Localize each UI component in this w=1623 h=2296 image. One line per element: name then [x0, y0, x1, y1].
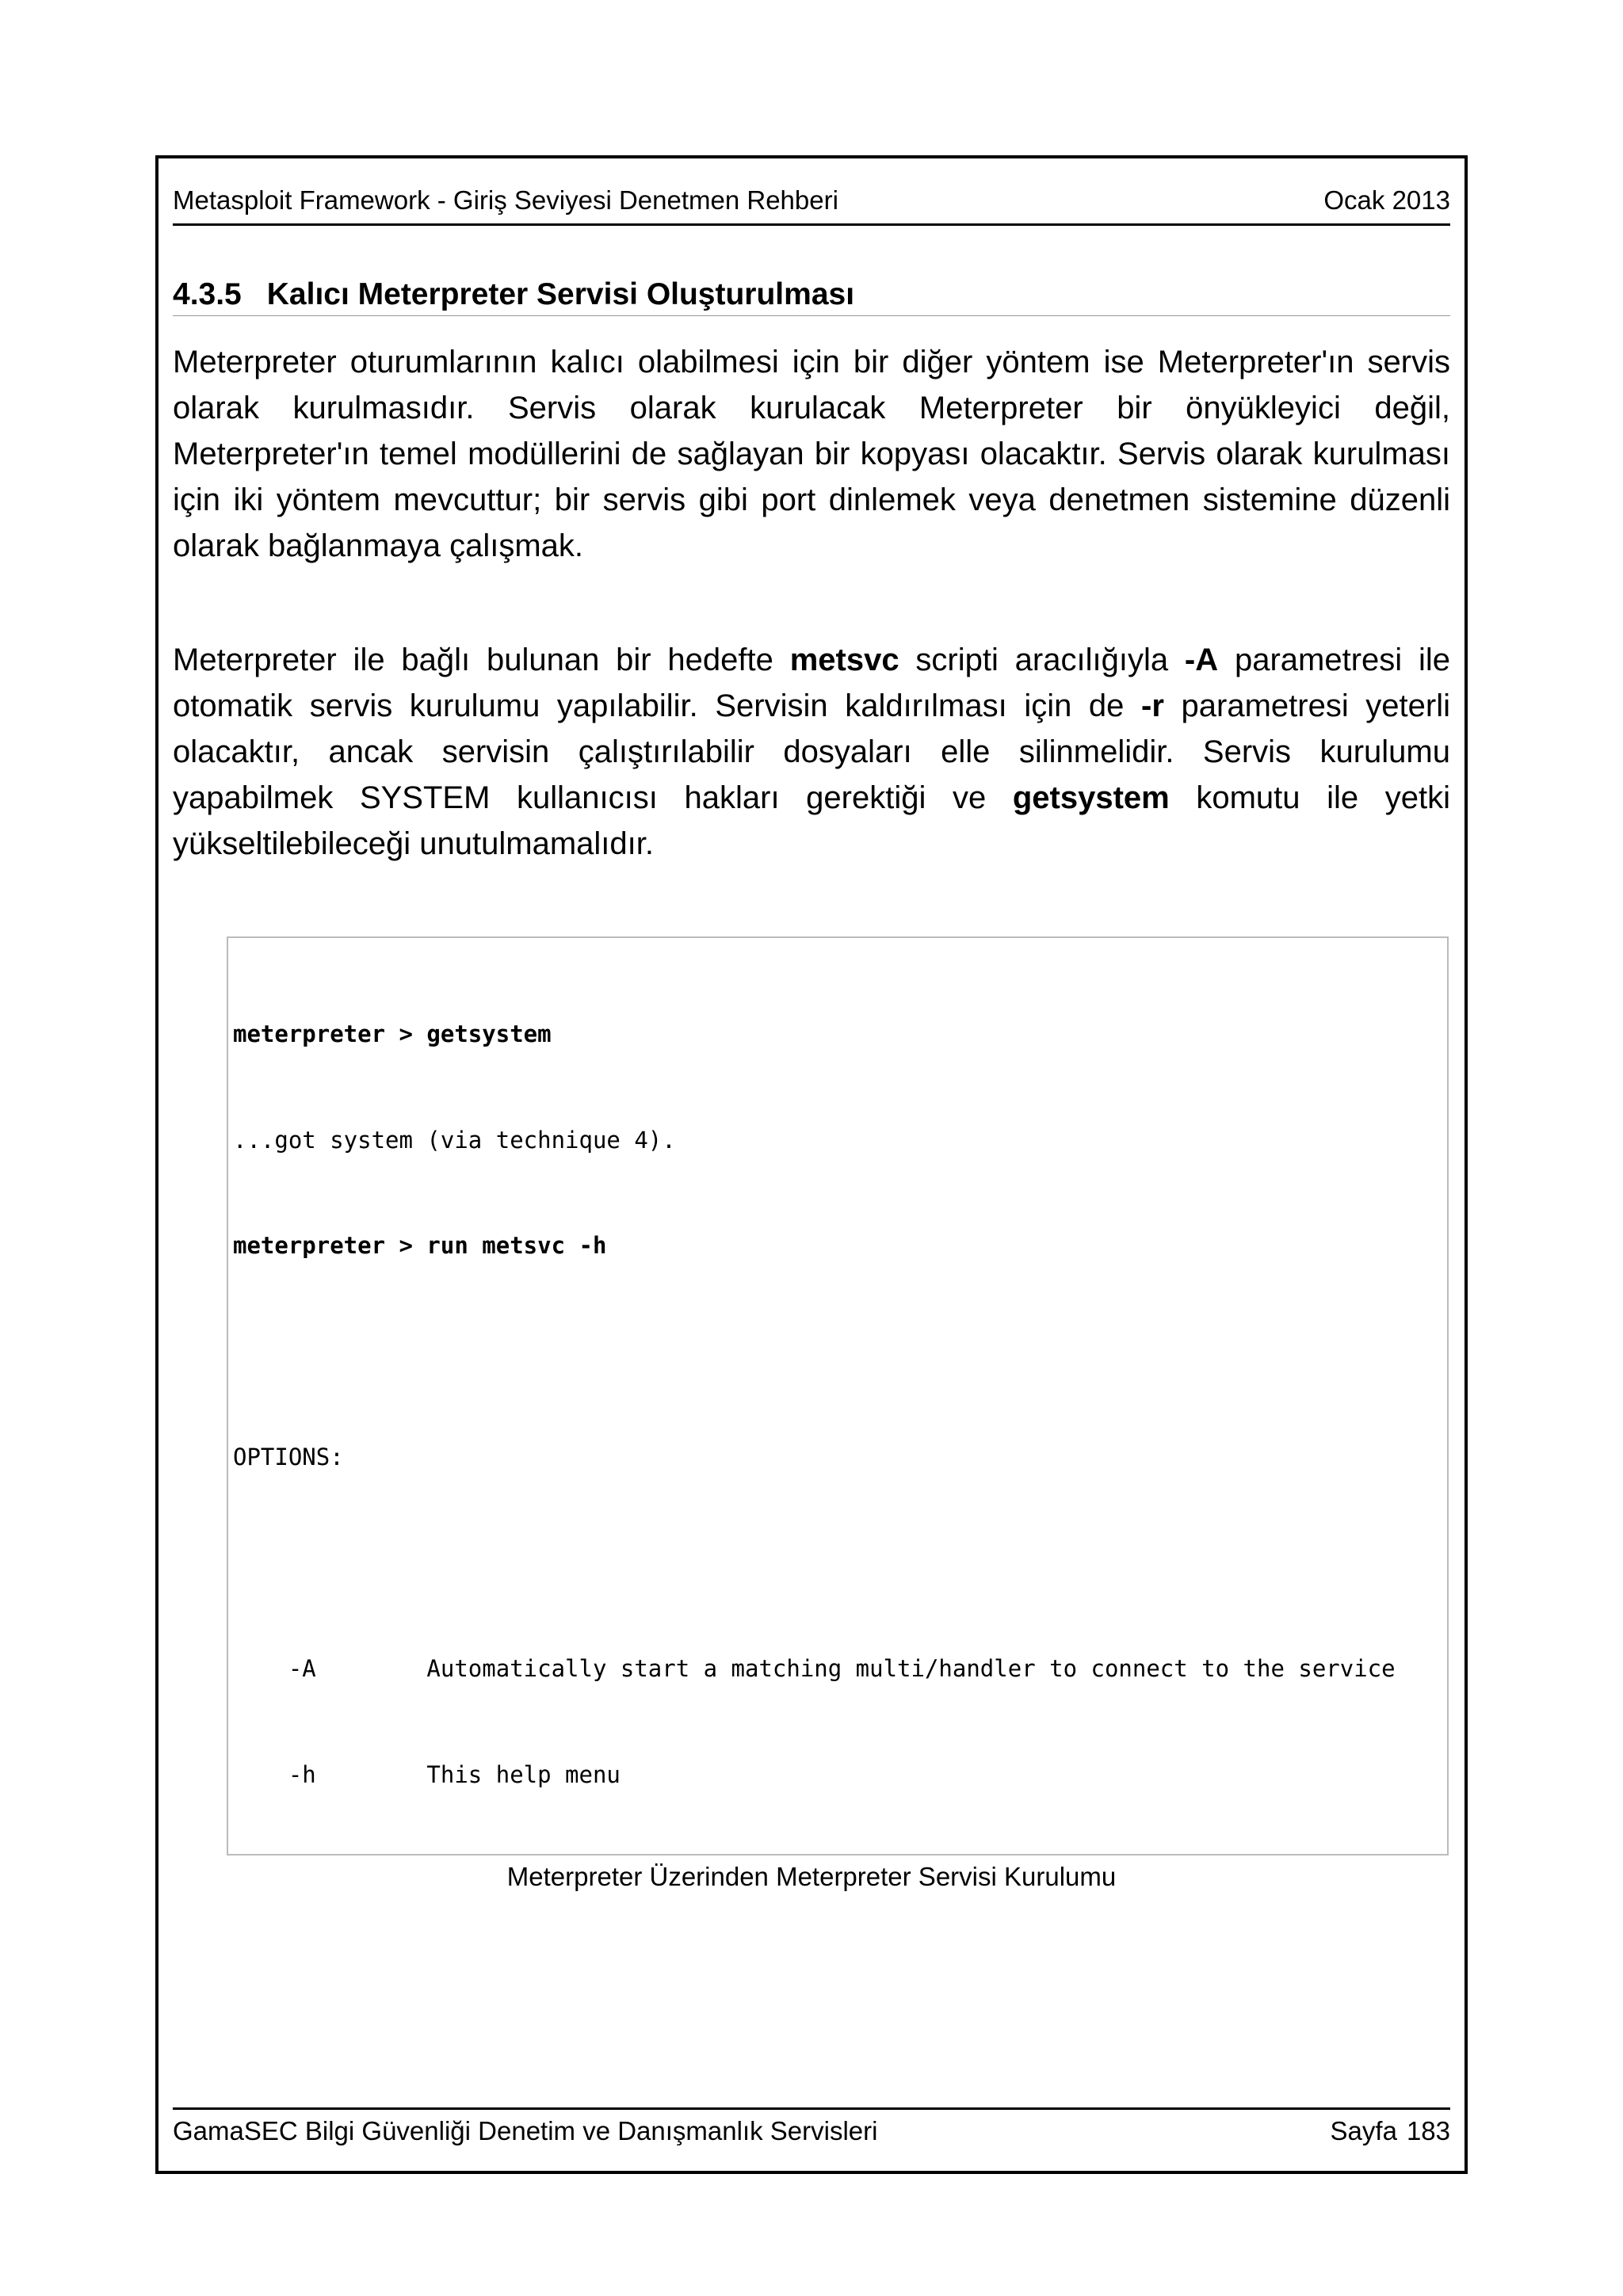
bold-term-metsvc: metsvc	[789, 643, 899, 677]
code-line-command: meterpreter > run metsvc -h	[233, 1232, 607, 1259]
paragraph-intro: Meterpreter oturumlarının kalıcı olabilmesi için bir diğer yöntem ise Meterpreter'ın servis olarak kurulmasıdır. Servis olarak kurulacak Meterpreter bir önyükleyici değil, Meterpreter'ın temel modüllerini de sağlayan bir kopyası olacaktır. Servis olarak kurulması için iki yöntem mevcuttur; bir servis gibi port dinlemek veya denetmen sistemine düzenli olarak bağlanmaya çalışmak.	[173, 345, 1450, 563]
text-run: komutu ile yetki yükseltilebileceği unutulmamalıdır.	[173, 780, 1451, 861]
figure-caption: Meterpreter Üzerinden Meterpreter Servisi Kurulumu	[506, 1862, 1117, 1891]
page-footer	[173, 2107, 1450, 2153]
document-title: Metasploit Framework - Giriş Seviyesi Denetmen Rehberi	[173, 185, 838, 215]
text-run: parametresi ile otomatik servis kurulumu yapılabilir. Servisin kaldırılması için de	[173, 643, 1450, 723]
code-line: OPTIONS:	[233, 1444, 344, 1470]
paragraph-metsvc	[173, 637, 1450, 867]
section-heading	[173, 277, 1450, 316]
footer-company: GamaSEC Bilgi Güvenliği Denetim ve Danışmanlık Servisleri	[173, 2116, 878, 2145]
code-line	[233, 1334, 1447, 1370]
code-line: -A Automatically start a matching multi/handler to connect to the service	[233, 1655, 1396, 1682]
terminal-output-box	[227, 936, 1449, 1855]
page-frame	[155, 155, 1468, 2174]
text-run: Meterpreter ile bağlı bulunan bir hedefte	[173, 643, 790, 677]
page-indicator	[1331, 2116, 1450, 2146]
page-number: 183	[1406, 2116, 1450, 2145]
code-line-command: meterpreter > getsystem	[233, 1020, 552, 1047]
document-date: Ocak 2013	[1323, 185, 1450, 215]
bold-term-getsystem: getsystem	[1012, 780, 1170, 815]
text-run: parametresi yeterli olacaktır, ancak servisin çalıştırılabilir dosyaları elle silinmelidir. Servis kurulumu yapabilmek SYSTEM kullanıcısı hakları gerektiği ve	[173, 688, 1450, 815]
section-title: Kalıcı Meterpreter Servisi Oluşturulması	[266, 277, 855, 311]
page-label: Sayfa	[1330, 2116, 1397, 2145]
page-header	[173, 177, 1450, 226]
code-line	[233, 1546, 1447, 1581]
bold-term-param-r: -r	[1141, 688, 1164, 723]
bold-term-param-a: -A	[1184, 643, 1219, 677]
section-number: 4.3.5	[173, 277, 242, 311]
code-line: ...got system (via technique 4).	[233, 1126, 676, 1154]
text-run: scripti aracılığıyla	[899, 643, 1185, 677]
code-line: -h This help menu	[233, 1760, 621, 1788]
